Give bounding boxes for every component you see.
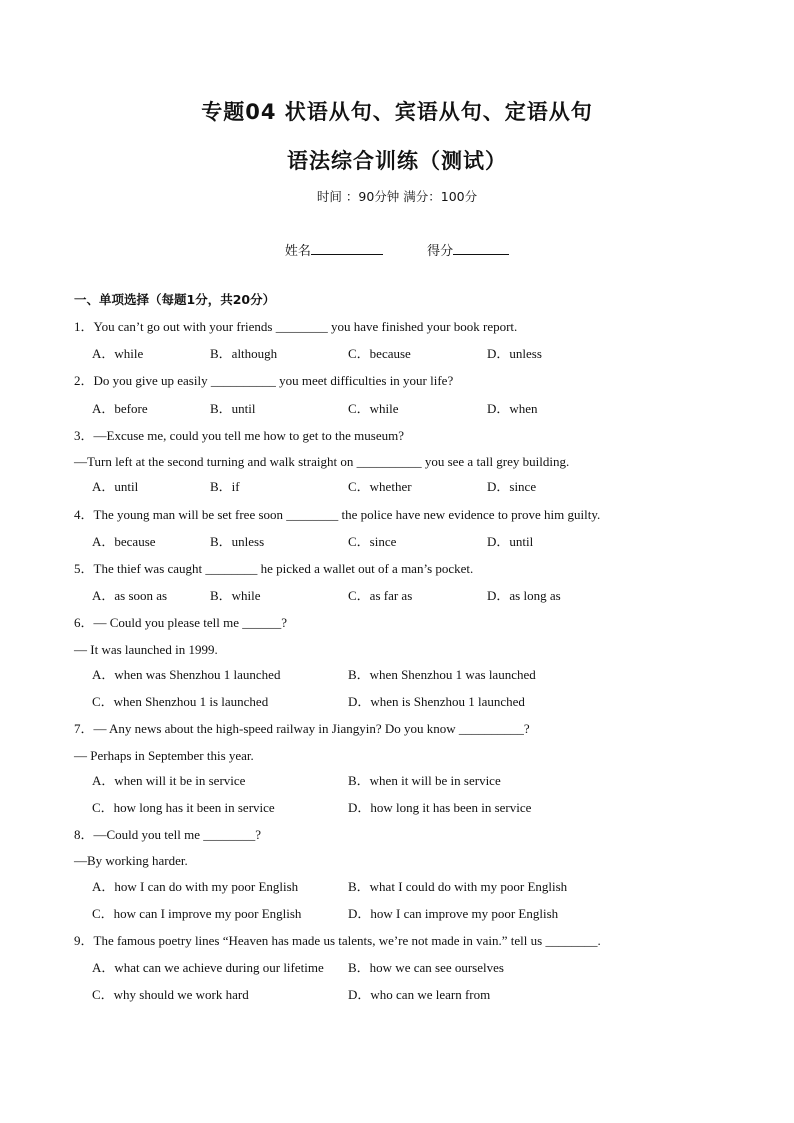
option[interactable]: A．when will it be in service (92, 773, 246, 788)
option[interactable]: D．until (487, 534, 534, 549)
question-stem: 2．Do you give up easily __________ you meet difficulties in your life? (74, 373, 454, 388)
option[interactable]: A．as soon as (92, 588, 168, 603)
option[interactable]: C．why should we work hard (92, 987, 249, 1002)
option[interactable]: C．how long has it been in service (92, 800, 275, 815)
question-stem: 8．—Could you tell me ________? (74, 827, 262, 842)
option[interactable]: C．when Shenzhou 1 is launched (92, 694, 269, 709)
score-blank[interactable] (453, 242, 509, 255)
option[interactable]: B．what I could do with my poor English (348, 879, 568, 894)
question-stem: 7．— Any news about the high-speed railway in Jiangyin? Do you know __________? (74, 721, 530, 736)
option[interactable]: B．how we can see ourselves (348, 960, 504, 975)
question-stem: 4．The young man will be set free soon ________ the police have new evidence to prove him guilty. (74, 507, 601, 522)
option[interactable]: C．while (348, 401, 399, 416)
option[interactable]: C．whether (348, 479, 412, 494)
question-stem: 1．You can’t go out with your friends ________ you have finished your book report. (74, 319, 518, 334)
option[interactable]: A．while (92, 346, 144, 361)
option[interactable]: D．as long as (487, 588, 561, 603)
page-title-line1: 专题04 状语从句、宾语从句、定语从句 (201, 100, 593, 124)
name-label: 姓名 (284, 244, 311, 259)
option[interactable]: B．when it will be in service (348, 773, 501, 788)
question-reply: — Perhaps in September this year. (74, 748, 254, 763)
score-label: 得分 (427, 244, 454, 259)
option[interactable]: C．because (348, 346, 411, 361)
option[interactable]: A．before (92, 401, 148, 416)
option[interactable]: D．when (487, 401, 538, 416)
option[interactable]: B．while (210, 588, 261, 603)
option[interactable]: C．since (348, 534, 397, 549)
page-title-line2: 语法综合训练（测试） (287, 149, 507, 173)
question-reply: — It was launched in 1999. (74, 642, 218, 657)
option[interactable]: B．although (210, 346, 278, 361)
question-stem: 9．The famous poetry lines “Heaven has made us talents, we’re not made in vain.” tell us ________. (74, 933, 601, 948)
question-stem: 3．—Excuse me, could you tell me how to get to the museum? (74, 428, 404, 443)
option[interactable]: B．unless (210, 534, 265, 549)
question-reply: —By working harder. (74, 853, 188, 868)
option[interactable]: D．unless (487, 346, 542, 361)
option[interactable]: C．as far as (348, 588, 413, 603)
option[interactable]: D．how I can improve my poor English (348, 906, 559, 921)
option[interactable]: B．until (210, 401, 256, 416)
name-score-line (0, 240, 794, 259)
option[interactable]: D．how long it has been in service (348, 800, 532, 815)
option[interactable]: C．how can I improve my poor English (92, 906, 302, 921)
question-stem: 6．— Could you please tell me ______? (74, 615, 288, 630)
option[interactable]: D．who can we learn from (348, 987, 491, 1002)
name-blank[interactable] (311, 242, 383, 255)
section-title: 一、单项选择（每题1分，共20分） (74, 292, 276, 307)
exam-meta: 时间 ：90分钟 满分：100分 (316, 189, 478, 204)
option[interactable]: B．when Shenzhou 1 was launched (348, 667, 536, 682)
option[interactable]: A．what can we achieve during our lifetime (92, 960, 324, 975)
option[interactable]: A．until (92, 479, 139, 494)
option[interactable]: D．when is Shenzhou 1 launched (348, 694, 525, 709)
option[interactable]: D．since (487, 479, 537, 494)
option[interactable]: B．if (210, 479, 240, 494)
question-reply: —Turn left at the second turning and walk straight on __________ you see a tall grey building. (74, 454, 570, 469)
question-stem: 5．The thief was caught ________ he picked a wallet out of a man’s pocket. (74, 561, 474, 576)
option[interactable]: A．when was Shenzhou 1 launched (92, 667, 281, 682)
option[interactable]: A．how I can do with my poor English (92, 879, 299, 894)
option[interactable]: A．because (92, 534, 156, 549)
